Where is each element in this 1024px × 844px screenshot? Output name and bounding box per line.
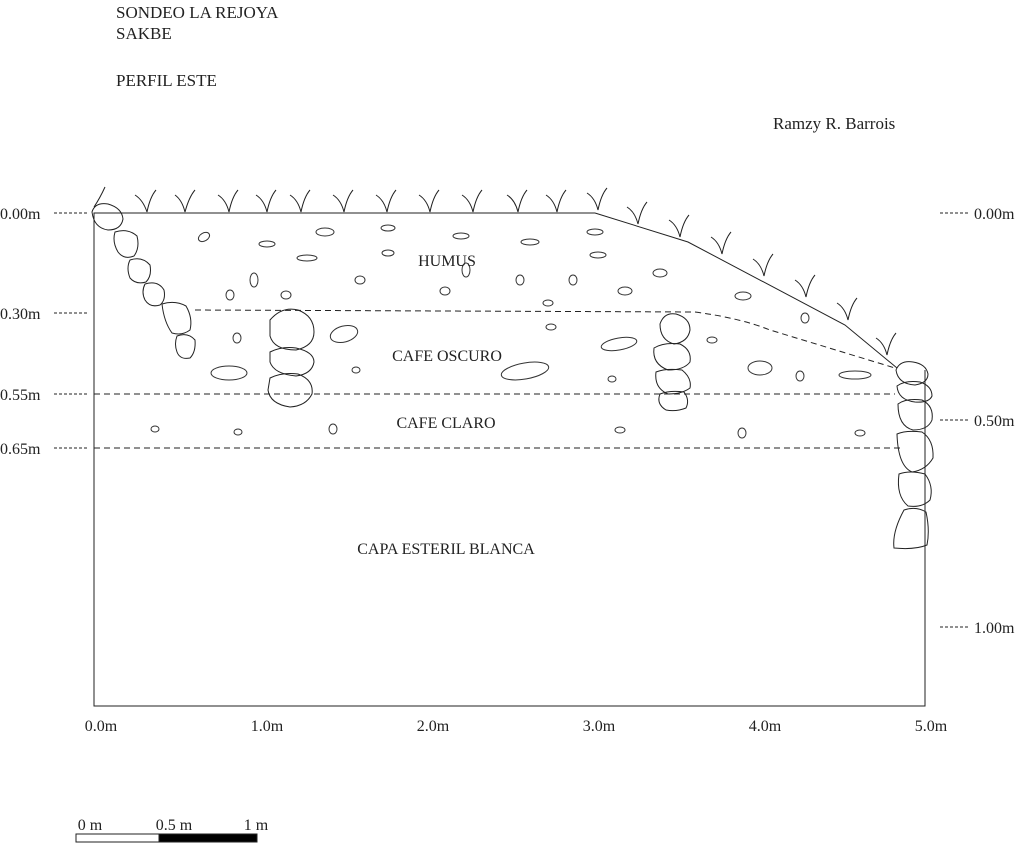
left-depth-label-0: 0.00m [0,206,41,223]
cafe-oscuro-inclusions [211,323,871,383]
right-depth-ticks [940,213,970,627]
left-depth-label-3: 0.65m [0,441,41,458]
middle-stone-column-1 [268,309,314,407]
left-depth-label-1: 0.30m [0,306,41,323]
right-depth-label-1: 0.50m [974,413,1015,430]
x-axis-label-2: 2.0m [416,718,450,735]
profile-outline [94,213,925,706]
cafe-claro-inclusions [151,424,865,438]
layer-label-capa-esteril: CAPA ESTERIL BLANCA [357,541,535,558]
profile-title: PERFIL ESTE [116,71,217,90]
scale-label-half: 0.5 m [155,817,193,834]
boundary-humus-cafe-oscuro [195,310,895,368]
x-axis-label-5: 5.0m [914,718,948,735]
feature-name: SAKBE [116,24,172,43]
right-depth-label-2: 1.00m [974,620,1015,637]
middle-stone-column-2 [654,314,691,411]
scale-bar-black-segment [159,834,257,842]
site-title: SONDEO LA REJOYA [116,3,279,22]
x-axis-label-0: 0.0m [84,718,118,735]
scale-bar [76,817,269,842]
scale-bar-white-segment [76,834,159,842]
left-wall-stones [92,204,195,359]
left-depth-ticks [54,213,88,448]
layer-label-humus: HUMUS [418,253,476,270]
right-wall-stones [894,362,933,549]
vegetation-marks [94,187,896,355]
right-depth-label-0: 0.00m [974,206,1015,223]
humus-inclusions [197,225,809,323]
scale-label-1: 1 m [243,817,269,834]
ground-surface-slope [595,213,897,368]
scale-label-0: 0 m [77,817,103,834]
x-axis-label-1: 1.0m [250,718,284,735]
layer-label-cafe-oscuro: CAFE OSCURO [392,348,502,365]
layer-label-cafe-claro: CAFE CLARO [396,415,496,432]
x-axis-label-3: 3.0m [582,718,616,735]
left-depth-label-2: 0.55m [0,387,41,404]
x-axis-label-4: 4.0m [748,718,782,735]
author-name: Ramzy R. Barrois [773,114,896,133]
